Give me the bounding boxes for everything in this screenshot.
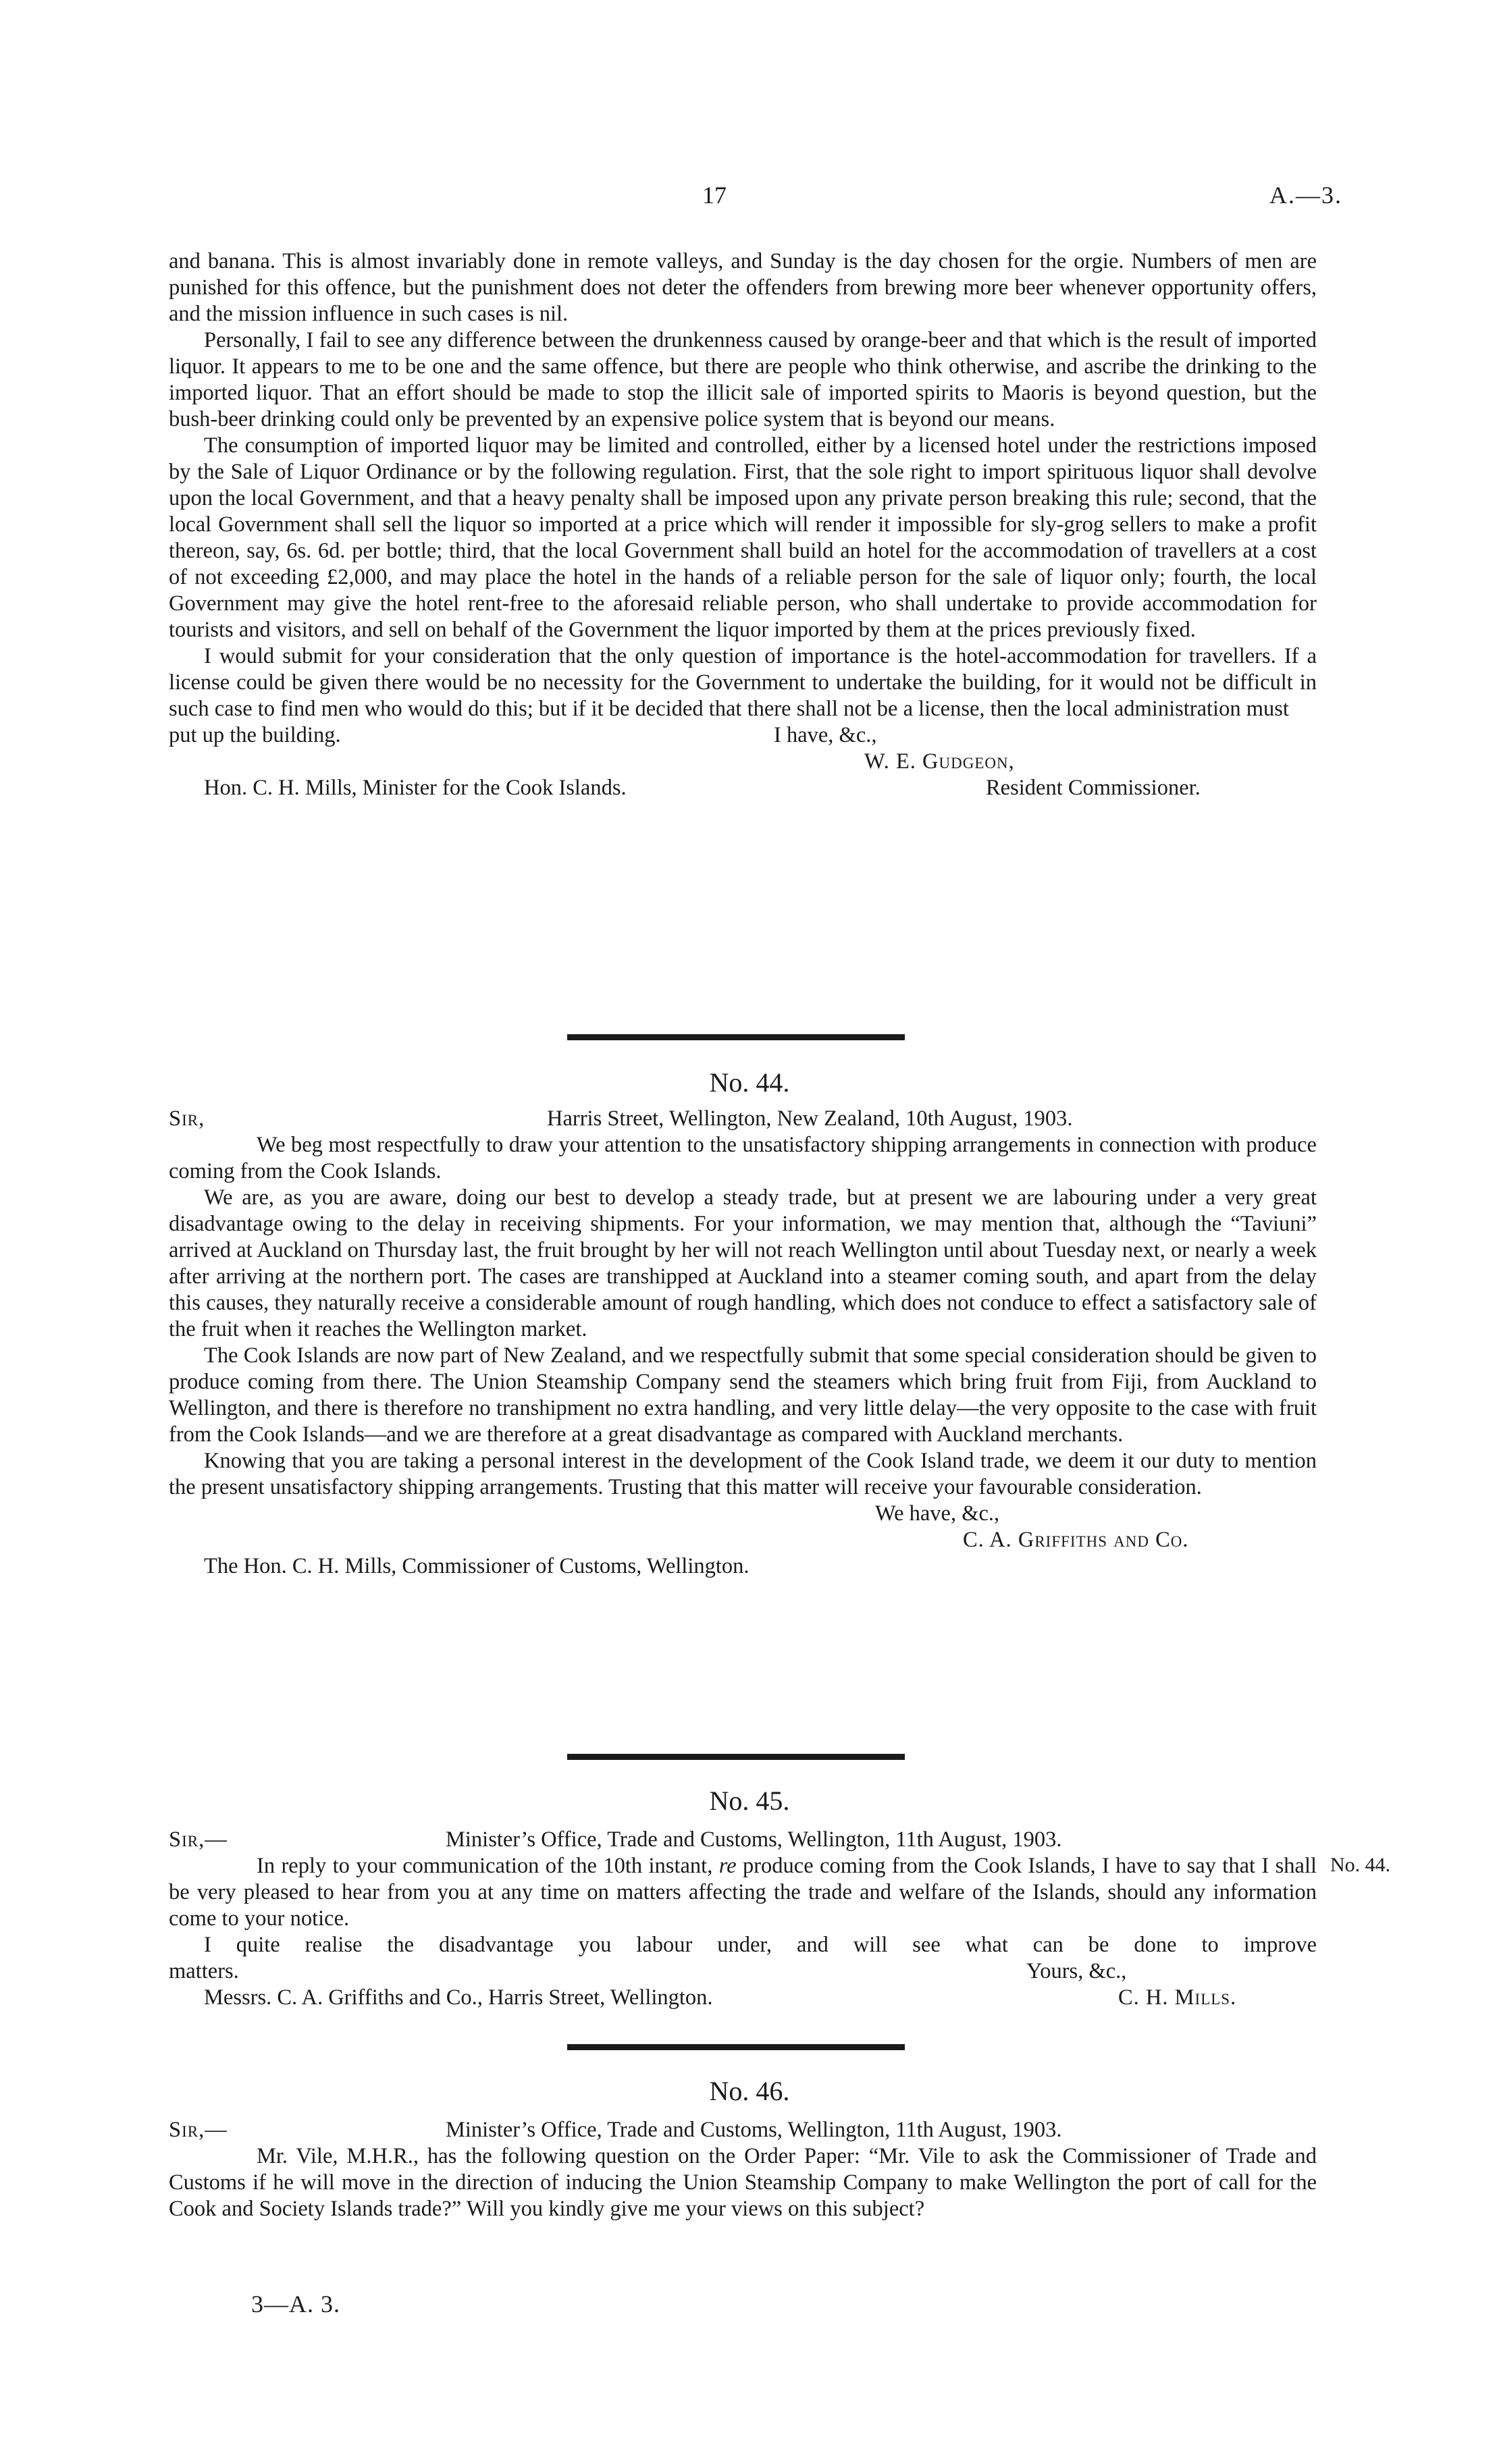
- signature-mark: 3—A. 3.: [251, 2291, 340, 2318]
- intro-paragraph-1: and banana. This is almost invariably done in remote valleys, and Sunday is the day chosen for the orgie. Numbers of men are punished for this offence, but the punishment does not deter the offenders from brewing more beer whenever opportunity offers, and the mission influence in such cases is nil.: [169, 249, 1317, 326]
- letter-46: [169, 2117, 1317, 2222]
- document-reference: A.—3.: [1269, 182, 1342, 209]
- letter-45-closing: Yours, &c.,: [1026, 1959, 1127, 1983]
- intro-paragraph-4: I would submit for your consideration that the only question of importance is the hotel-accommodation for travellers. If a license could be given there would be no necessity for the Government to undertake the building, for it would not be difficult in such case to find men who would do this; but if it be decided that there shall not be a license, then the local administration must: [169, 644, 1317, 721]
- letter-44-closing: We have, &c.,: [875, 1501, 1000, 1526]
- letter-45-title: No. 45.: [709, 1786, 790, 1816]
- letter-45-closing-row: [169, 1958, 1317, 1985]
- letter-44-title: No. 44.: [709, 1067, 790, 1098]
- letter-45-signature: C. H. Mills.: [1118, 1985, 1237, 2010]
- letter-45-place-date: Minister’s Office, Trade and Customs, Wellington, 11th August, 1903.: [446, 1827, 1062, 1852]
- intro-signature: W. E. Gudgeon,: [864, 749, 1015, 774]
- section-divider: [567, 1034, 905, 1040]
- margin-reference: No. 44.: [1330, 1854, 1391, 1876]
- page-header: [0, 181, 1499, 215]
- letter-44-paragraph-3: The Cook Islands are now part of New Zealand, and we respectfully submit that some special consideration should be given to produce coming from there. The Union Steamship Company send the steamers which bring fruit from Fiji, from Auckland to Wellington, and there is therefore no transhipment no extra handling, and very little delay—the very opposite to the case with fruit from the Cook Islands—and we are therefore at a great disadvantage as compared with Auckland merchants.: [169, 1343, 1317, 1447]
- letter-44-addressee-row: [169, 1553, 1317, 1580]
- letter-44-signature: C. A. Griffiths and Co.: [963, 1528, 1189, 1552]
- letter-45-heading-row: [169, 1827, 1317, 1853]
- intro-letter: [169, 248, 1317, 801]
- section-divider: [567, 1754, 905, 1760]
- letter-45-paragraph-1-lead: In reply to your communication of the 10th instant,: [257, 1854, 713, 1878]
- intro-closing: I have, &c.,: [774, 723, 877, 747]
- letter-45-salutation: Sir,—: [169, 1827, 228, 1852]
- letter-46-salutation: Sir,—: [169, 2118, 228, 2142]
- letter-44-paragraph-1: We beg most respectfully to draw your attention to the unsatisfactory shipping arrangements in connection with produce coming from the Cook Islands.: [169, 1133, 1317, 1183]
- intro-addressee: Hon. C. H. Mills, Minister for the Cook Islands.: [204, 776, 627, 800]
- letter-45-last-line: matters.: [169, 1959, 239, 1983]
- letter-45: [169, 1827, 1317, 2011]
- letter-44-signature-row: [169, 1527, 1317, 1553]
- letter-45-addressee-row: [169, 1985, 1317, 2011]
- intro-signer-title: Resident Commissioner.: [986, 776, 1201, 800]
- letter-44: [169, 1106, 1317, 1580]
- letter-45-paragraph-1-italic: re: [718, 1854, 737, 1878]
- page-number: 17: [702, 182, 727, 209]
- section-divider: [567, 2044, 905, 2050]
- intro-paragraph-2: Personally, I fail to see any difference between the drunkenness caused by orange-beer and that which is the result of imported liquor. It appears to me to be one and the same offence, but there are people who think otherwise, and ascribe the drinking to the imported liquor. That an effort should be made to stop the illicit sale of imported spirits to Maoris is beyond question, but the bush-beer drinking could only be prevented by an expensive police system that is beyond our means.: [169, 328, 1317, 431]
- letter-46-place-date: Minister’s Office, Trade and Customs, Wellington, 11th August, 1903.: [446, 2118, 1062, 2142]
- letter-45-addressee: Messrs. C. A. Griffiths and Co., Harris Street, Wellington.: [204, 1985, 713, 2010]
- letter-44-heading-row: [169, 1106, 1317, 1132]
- letter-44-closing-row: [169, 1501, 1317, 1527]
- intro-addressee-row: [169, 775, 1317, 801]
- intro-last-line: put up the building.: [169, 723, 341, 747]
- letter-44-place-date: Harris Street, Wellington, New Zealand, 10th August, 1903.: [547, 1106, 1073, 1131]
- letter-46-heading-row: [169, 2117, 1317, 2143]
- letter-45-paragraph-1: [169, 1853, 1317, 1932]
- letter-44-paragraph-2: We are, as you are aware, doing our best to develop a steady trade, but at present we are labouring under a very great disadvantage owing to the delay in receiving shipments. For your information, we may mention that, although the “Taviuni” arrived at Auckland on Thursday last, the fruit brought by her will not reach Wellington until about Tuesday next, or nearly a week after arriving at the northern port. The cases are transhipped at Auckland into a steamer coming south, and apart from the delay this causes, they naturally receive a considerable amount of rough handling, which does not conduce to effect a satisfactory sale of the fruit when it reaches the Wellington market.: [169, 1185, 1317, 1341]
- letter-45-paragraph-2: I quite realise the disadvantage you labour under, and will see what can be done to improve: [204, 1933, 1317, 1957]
- letter-46-paragraph-1: Mr. Vile, M.H.R., has the following question on the Order Paper: “Mr. Vile to ask the Commissioner of Trade and Customs if he will move in the direction of inducing the Union Steamship Company to make Wellington the port of call for the Cook and Society Islands trade?” Will you kindly give me your views on this subject?: [169, 2144, 1317, 2221]
- intro-signature-row: [169, 749, 1317, 775]
- intro-paragraph-3: The consumption of imported liquor may be limited and controlled, either by a licensed hotel under the restrictions imposed by the Sale of Liquor Ordinance or by the following regulation. First, that the sole right to import spirituous liquor shall devolve upon the local Government, and that a heavy penalty shall be imposed upon any private person breaking this rule; second, that the local Government shall sell the liquor so imported at a price which will render it impossible for sly-grog sellers to make a profit thereon, say, 6s. 6d. per bottle; third, that the local Government shall build an hotel for the accommodation of travellers at a cost of not exceeding £2,000, and may place the hotel in the hands of a reliable person for the sale of liquor only; fourth, the local Government may give the hotel rent-free to the aforesaid reliable person, who shall undertake to provide accommodation for tourists and visitors, and sell on behalf of the Government the liquor imported by them at the prices previously fixed.: [169, 433, 1317, 642]
- letter-44-salutation: Sir,: [169, 1106, 205, 1131]
- intro-closing-row: [169, 722, 1317, 749]
- letter-46-title: No. 46.: [709, 2076, 790, 2106]
- letter-44-addressee: The Hon. C. H. Mills, Commissioner of Customs, Wellington.: [204, 1554, 750, 1578]
- letter-45-paragraph-1-rest: produce coming from the Cook Islands, I have to say that I shall be very pleased to hear from you at any time on matters affecting the trade and welfare of the Islands, should any information come to your notice.: [169, 1854, 1317, 1931]
- letter-44-paragraph-4: Knowing that you are taking a personal interest in the development of the Cook Island trade, we deem it our duty to mention the present unsatisfactory shipping arrangements. Trusting that this matter will receive your favourable consideration.: [169, 1449, 1317, 1499]
